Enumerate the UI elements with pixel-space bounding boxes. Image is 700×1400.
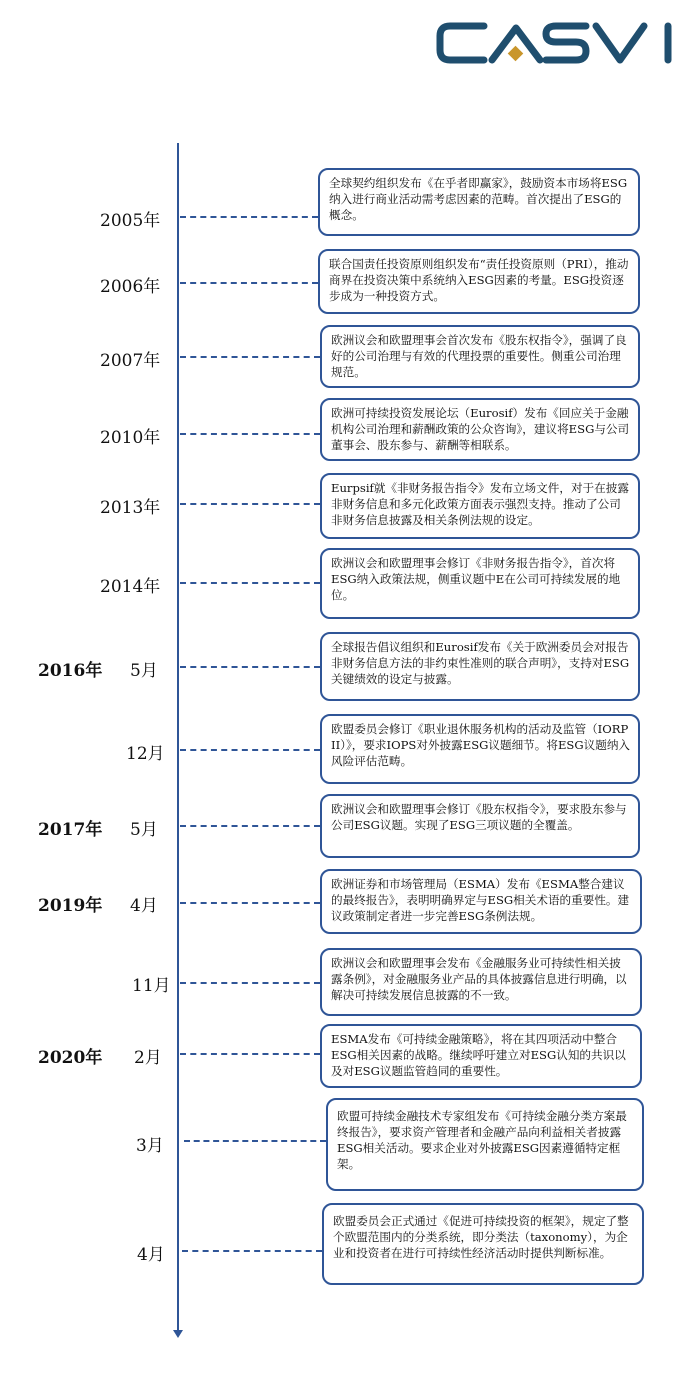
event-box-2006	[318, 249, 640, 314]
year-label: 2010年	[100, 428, 161, 448]
connector-dash	[180, 503, 320, 505]
connector-dash	[180, 1053, 320, 1055]
event-text: 全球报告倡议组织和Eurosif发布《关于欧洲委员会对报告非财务信息方法的非约束性准则的联合声明》，支持对ESG关键绩效的设定与披露。	[331, 640, 630, 686]
event-text: 联合国责任投资原则组织发布“责任投资原则（PRI），推动商界在投资决策中系统纳入ESG因素的考量。ESG投资逐步成为一种投资方式。	[329, 257, 629, 303]
event-text: ESMA发布《可持续金融策略》，将在其四项活动中整合ESG相关因素的战略。继续呼吁建立对ESG认知的共识以及对ESG议题监管趋同的重要性。	[331, 1032, 626, 1078]
month-label: 4月	[137, 1245, 165, 1265]
event-text: 欧洲可持续投资发展论坛（Eurosif）发布《回应关于金融机构公司治理和薪酬政策的公众咨询》，建议将ESG与公司董事会、股东参与、薪酬等相联系。	[331, 406, 630, 452]
logo-diamond-icon	[508, 46, 524, 62]
connector-dash	[180, 216, 318, 218]
connector-dash	[180, 902, 320, 904]
event-text: 欧洲议会和欧盟理事会发布《金融服务业可持续性相关披露条例》，对金融服务业产品的具体披露信息进行明确，以解决可持续发展信息披露的不一致。	[331, 956, 627, 1002]
event-box-2019-11	[320, 948, 642, 1016]
event-text: 全球契约组织发布《在乎者即赢家》，鼓励资本市场将ESG纳入进行商业活动需考虑因素的范畴。首次提出了ESG的概念。	[329, 176, 628, 222]
event-text: 欧盟委员会修订《职业退休服务机构的活动及监管（IORP II）》，要求IOPS对外披露ESG议题细节。将ESG议题纳入风险评估范畴。	[331, 722, 631, 768]
connector-dash	[180, 749, 320, 751]
event-box-2020-04	[322, 1203, 644, 1285]
event-box-2010	[320, 398, 640, 461]
event-text: 欧洲证券和市场管理局（ESMA）发布《ESMA整合建议的最终报告》，表明明确界定与ESG相关术语的重要性。建议政策制定者进一步完善ESG条例法规。	[331, 877, 630, 923]
year-label: 2006年	[100, 277, 161, 297]
year-label: 2017年	[38, 820, 103, 840]
month-label: 12月	[126, 744, 165, 764]
event-text: 欧盟委员会正式通过《促进可持续投资的框架》，规定了整个欧盟范围内的分类系统，即分类法（taxonomy），为企业和投资者在进行可持续性经济活动时提供判断标准。	[333, 1214, 629, 1260]
year-label: 2020年	[38, 1048, 103, 1068]
month-label: 4月	[130, 896, 158, 916]
timeline-axis	[177, 143, 179, 1333]
event-box-2020-03	[326, 1098, 644, 1191]
event-box-2016-05	[320, 632, 640, 701]
event-box-2013	[320, 473, 640, 539]
connector-dash	[180, 282, 318, 284]
event-text: 欧盟可持续金融技术专家组发布《可持续金融分类方案最终报告》，要求资产管理者和金融产品向利益相关者披露ESG相关活动。要求企业对外披露ESG因素遵循特定框架。	[337, 1109, 627, 1171]
month-label: 2月	[134, 1048, 162, 1068]
month-label: 3月	[136, 1136, 164, 1156]
event-box-2014	[320, 548, 640, 619]
connector-dash	[180, 582, 320, 584]
year-label: 2005年	[100, 211, 161, 231]
event-text: 欧洲议会和欧盟理事会修订《非财务报告指令》，首次将ESG纳入政策法规，侧重议题中E在公司可持续发展的地位。	[331, 556, 621, 602]
connector-dash	[180, 982, 320, 984]
event-box-2005	[318, 168, 640, 236]
connector-dash	[180, 825, 320, 827]
month-label: 5月	[130, 661, 158, 681]
connector-dash	[180, 356, 320, 358]
connector-dash	[182, 1250, 322, 1252]
event-box-2007	[320, 325, 640, 388]
event-text: 欧洲议会和欧盟理事会首次发布《股东权指令》，强调了良好的公司治理与有效的代理投票的重要性。侧重公司治理规范。	[331, 333, 627, 379]
month-label: 5月	[130, 820, 158, 840]
connector-dash	[180, 666, 320, 668]
month-label: 11月	[132, 976, 171, 996]
year-label: 2019年	[38, 896, 103, 916]
year-label: 2013年	[100, 498, 161, 518]
event-box-2020-02	[320, 1024, 642, 1088]
connector-dash	[180, 433, 320, 435]
connector-dash	[184, 1140, 326, 1142]
casvi-logo	[436, 20, 686, 66]
event-box-2016-12	[320, 714, 640, 784]
year-label: 2014年	[100, 577, 161, 597]
event-text: Eurpsif就《非财务报告指令》发布立场文件，对于在披露非财务信息和多元化政策方面表示强烈支持。推动了公司非财务信息披露及相关条例法规的设定。	[331, 481, 629, 527]
event-box-2017-05	[320, 794, 640, 858]
event-text: 欧洲议会和欧盟理事会修订《股东权指令》，要求股东参与公司ESG议题。实现了ESG三项议题的全覆盖。	[331, 802, 627, 832]
year-label: 2016年	[38, 661, 103, 681]
event-box-2019-04	[320, 869, 642, 934]
year-label: 2007年	[100, 351, 161, 371]
timeline-arrow-icon	[173, 1330, 183, 1338]
